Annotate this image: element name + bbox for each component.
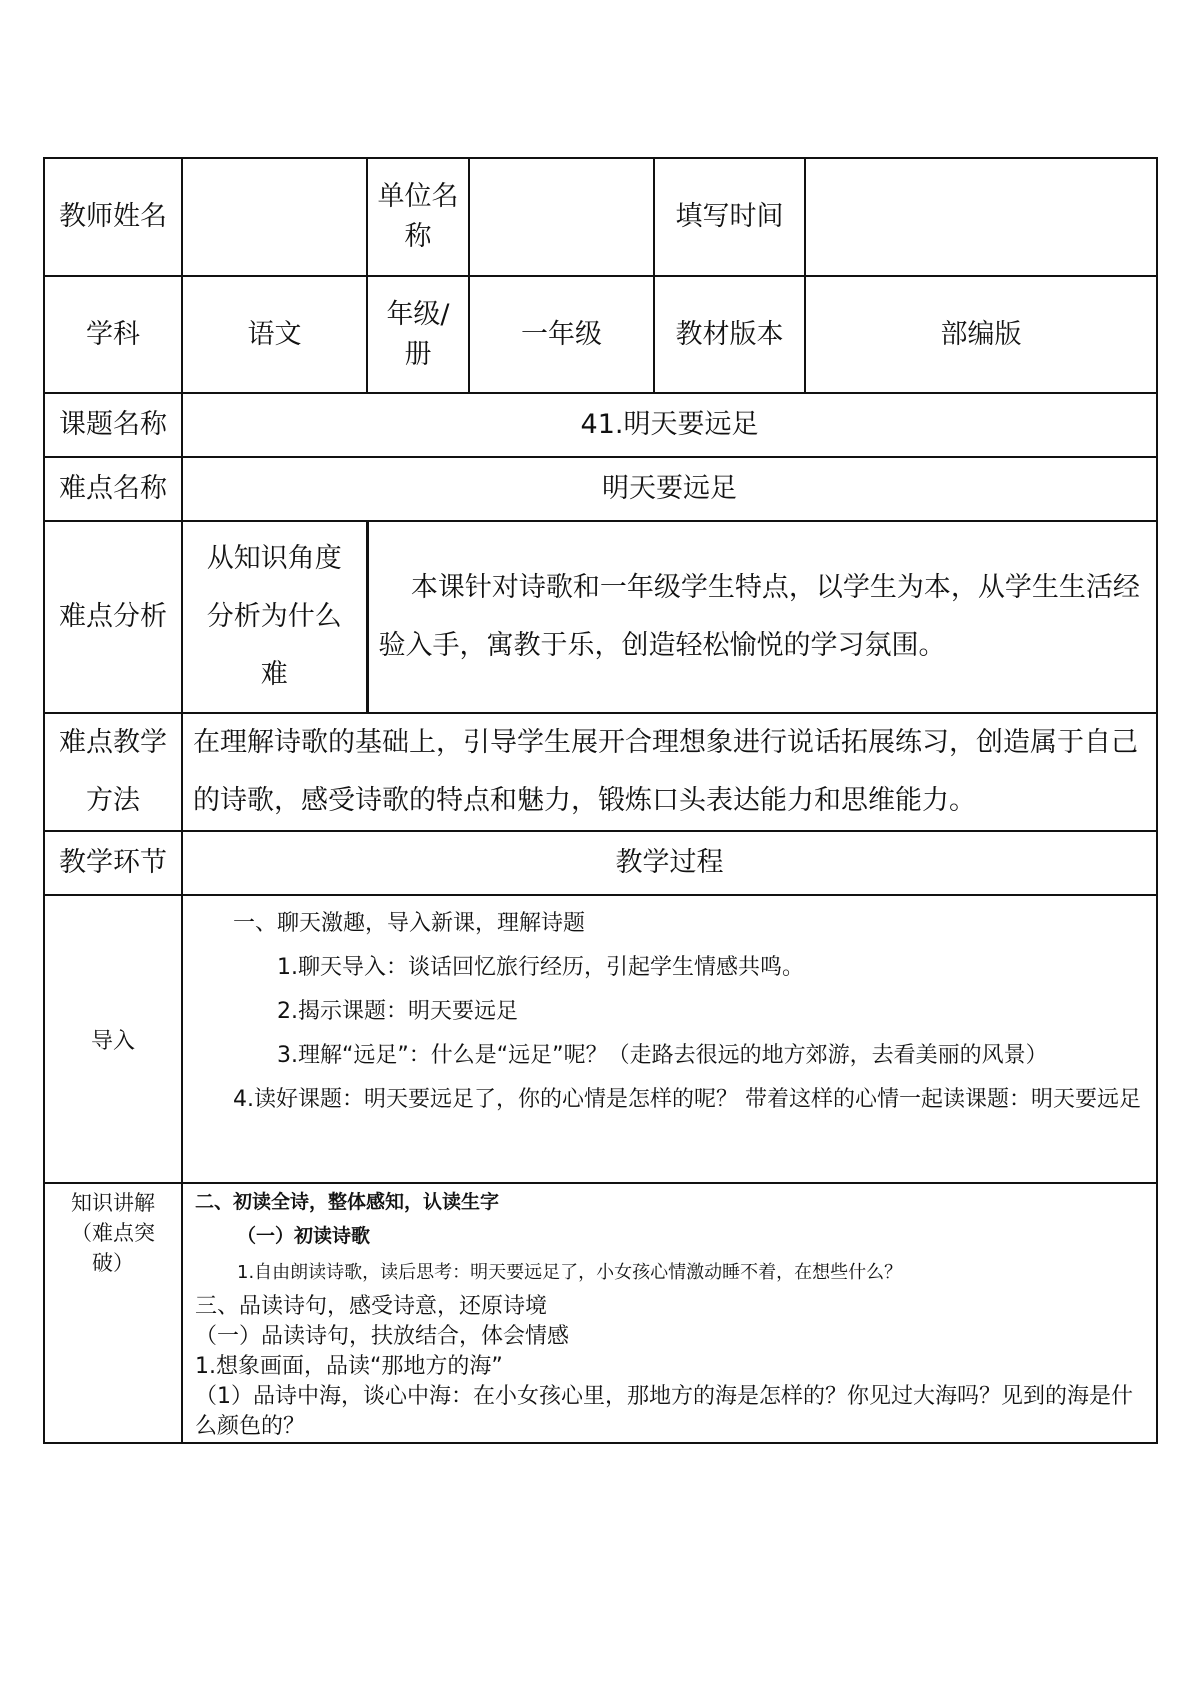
unit-label: 单位名称 [367, 158, 469, 276]
row-difficulty-analysis [44, 521, 1157, 713]
subject-value: 语文 [182, 276, 367, 393]
row-method [44, 713, 1157, 831]
knowledge-step: 1.想象画面，品读“那地方的海” [195, 1354, 503, 1379]
intro-step: 2.揭示课题：明天要远足 [277, 999, 518, 1024]
knowledge-subheading: （一）初读诗歌 [237, 1225, 371, 1247]
edition-value: 部编版 [805, 276, 1157, 393]
topic-value: 41.明天要远足 [182, 393, 1157, 457]
knowledge-step: 1.自由朗读诗歌，读后思考：明天要远足了，小女孩心情激动睡不着，在想些什么？ [237, 1262, 903, 1283]
fill-time-value [805, 158, 1157, 276]
intro-step: 3.理解“远足”：什么是“远足”呢？（走路去很远的地方郊游，去看美丽的风景） [277, 1043, 1048, 1068]
unit-value [469, 158, 654, 276]
process-label: 教学环节 [44, 831, 182, 895]
row-subject-info [44, 276, 1157, 393]
teacher-name-label: 教师姓名 [44, 158, 182, 276]
edition-label: 教材版本 [654, 276, 805, 393]
row-intro [44, 895, 1157, 1183]
knowledge-heading: 二、初读全诗，整体感知，认读生字 [195, 1191, 500, 1213]
knowledge-content [182, 1183, 1157, 1443]
row-process-header [44, 831, 1157, 895]
analysis-sub-label: 从知识角度分析为什么难 [182, 521, 367, 713]
topic-label: 课题名称 [44, 393, 182, 457]
knowledge-subheading: （一）品读诗句，扶放结合，体会情感 [195, 1324, 570, 1349]
grade-label: 年级/册 [367, 276, 469, 393]
analysis-label: 难点分析 [44, 521, 182, 713]
subject-label: 学科 [44, 276, 182, 393]
knowledge-heading: 三、品读诗句，感受诗意，还原诗境 [195, 1294, 548, 1319]
grade-value: 一年级 [469, 276, 654, 393]
row-difficulty-name [44, 457, 1157, 521]
intro-step: 1.聊天导入：谈话回忆旅行经历，引起学生情感共鸣。 [277, 955, 804, 980]
intro-step: 4.读好课题：明天要远足了，你的心情是怎样的呢？ 带着这样的心情一起读课题：明天要远足 [233, 1087, 1141, 1112]
intro-label: 导入 [44, 895, 182, 1183]
row-teacher-info [44, 158, 1157, 276]
lesson-plan-table [43, 157, 1156, 1516]
analysis-text: 本课针对诗歌和一年级学生特点，以学生为本，从学生生活经验入手，寓教于乐，创造轻松愉悦的学习氛围。 [367, 521, 1157, 713]
row-knowledge [44, 1183, 1157, 1443]
teacher-name-value [182, 158, 367, 276]
fill-time-label: 填写时间 [654, 158, 805, 276]
difficulty-value: 明天要远足 [182, 457, 1157, 521]
process-value: 教学过程 [182, 831, 1157, 895]
knowledge-step: （1）品诗中海，谈心中海：在小女孩心里，那地方的海是怎样的？你见过大海吗？见到的海是什么颜色的？ [195, 1384, 1134, 1439]
method-label: 难点教学方法 [44, 713, 182, 831]
difficulty-label: 难点名称 [44, 457, 182, 521]
intro-content [182, 895, 1157, 1183]
knowledge-label: 知识讲解（难点突破） [44, 1183, 182, 1443]
method-text: 在理解诗歌的基础上，引导学生展开合理想象进行说话拓展练习，创造属于自己的诗歌，感受诗歌的特点和魅力，锻炼口头表达能力和思维能力。 [182, 713, 1157, 831]
row-topic [44, 393, 1157, 457]
intro-heading: 一、聊天激趣，导入新课，理解诗题 [233, 911, 586, 936]
